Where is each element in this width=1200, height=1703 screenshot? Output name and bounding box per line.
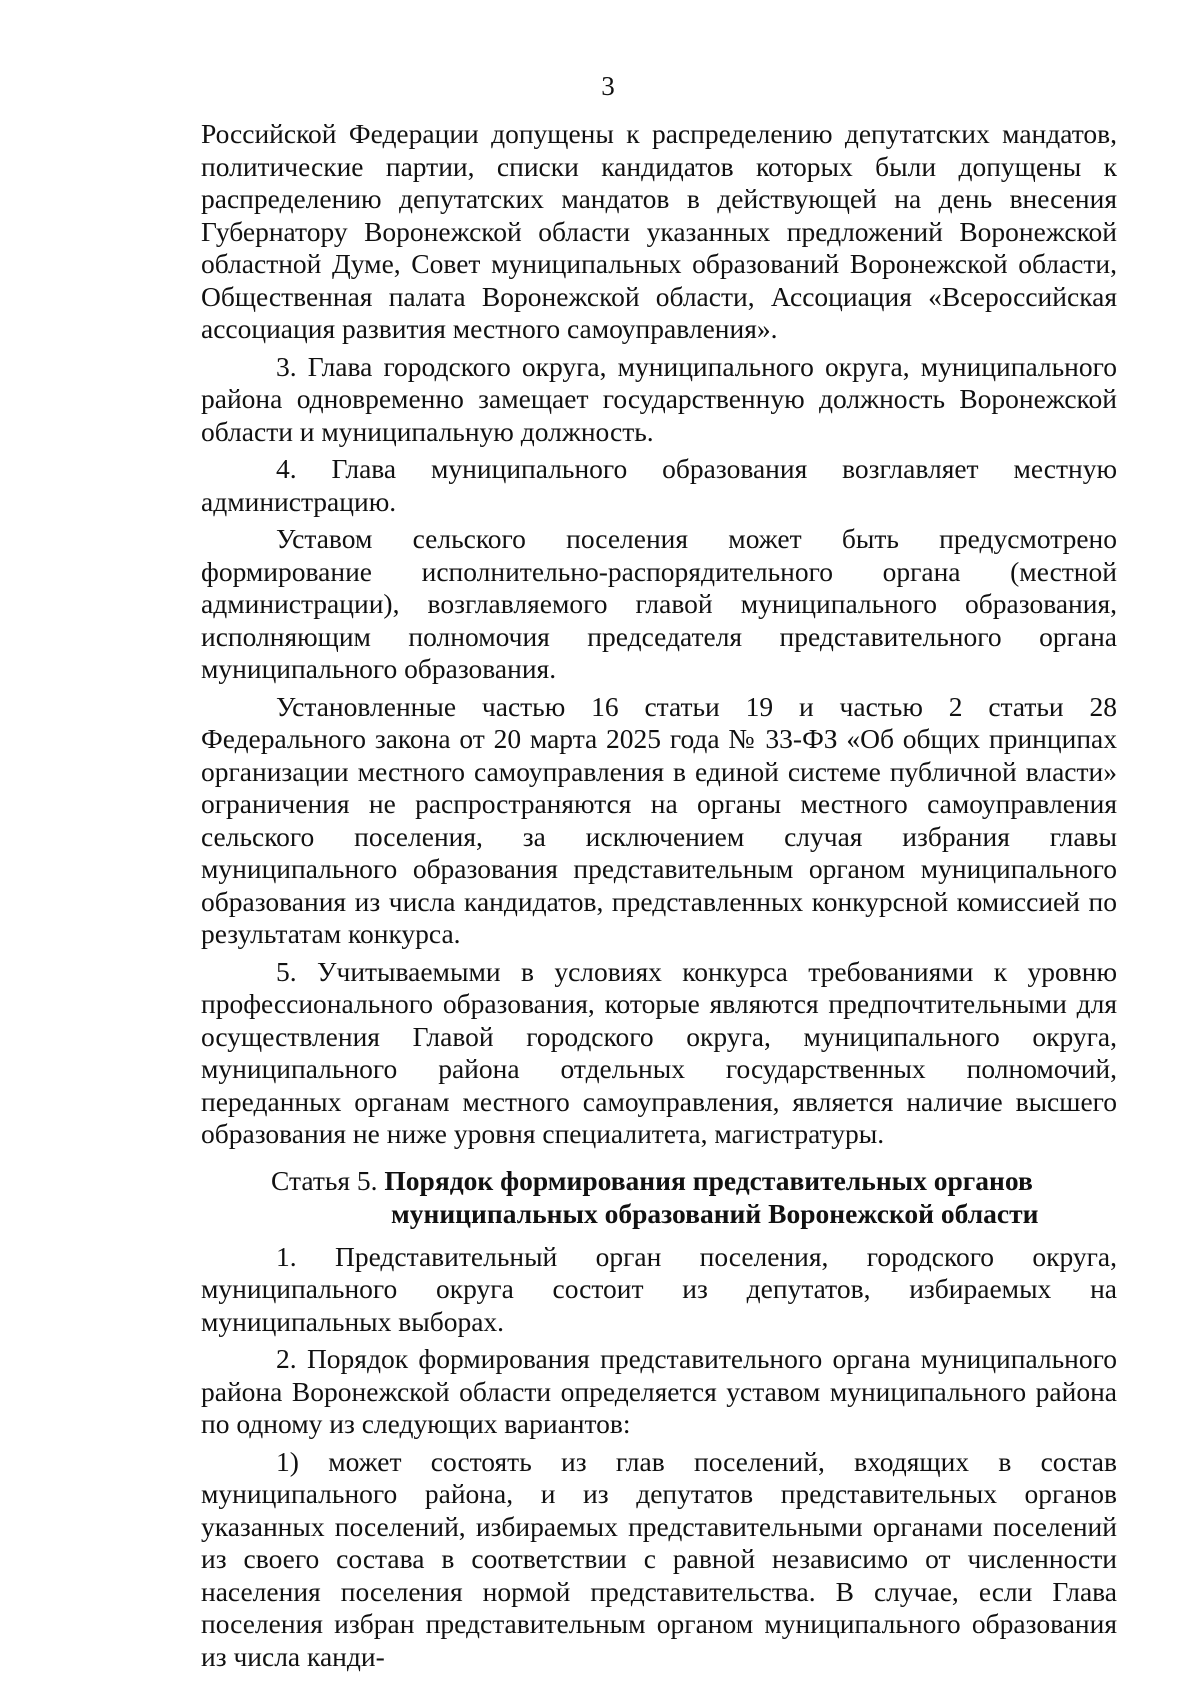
article-paragraph-1: 1. Представительный орган поселения, городского округа, муниципального округа состоит из депутатов, избираемых на муниципальных выборах.	[201, 1240, 1117, 1337]
paragraph-item-3: 3. Глава городского округа, муниципального округа, муниципального района одновременно замещает государственную должность Воронежской области и муниципальную должность.	[201, 350, 1117, 447]
paragraph-continuation: Российской Федерации допущены к распределению депутатских мандатов, политические партии, списки кандидатов которых были допущены к распределению депутатских мандатов в действующей на день внесения Губернатору Воронежской области указанных предложений Воронежской областной Думе, Совет муниципальных образований Воронежской области, Общественная палата Воронежской области, Ассоциация «Всероссийская ассоциация развития местного самоуправления».	[201, 118, 1117, 344]
document-body	[201, 118, 1117, 1673]
article-heading	[201, 1164, 1117, 1230]
article-number: Статья 5.	[271, 1164, 378, 1196]
paragraph-federal-law: Установленные частью 16 статьи 19 и частью 2 статьи 28 Федерального закона от 20 марта 2025 года № 33-ФЗ «Об общих принципах организации местного самоуправления в единой системе публичной власти» ограничения не распространяются на органы местного самоуправления сельского поселения, за исключением случая избрания главы муниципального образования представительным органом муниципального образования из числа кандидатов, представленных конкурсной комиссией по результатам конкурса.	[201, 690, 1117, 949]
article-title-line1: Порядок формирования представительных органов	[384, 1164, 1033, 1196]
paragraph-rural-settlement: Уставом сельского поселения может быть предусмотрено формирование исполнительно-распорядительного органа (местной администрации), возглавляемого главой муниципального образования, исполняющим полномочия председателя представительного органа муниципального образования.	[201, 523, 1117, 684]
article-title-line2: муниципальных образований Воронежской области	[391, 1197, 1039, 1229]
paragraph-item-5: 5. Учитываемыми в условиях конкурса требованиями к уровню профессионального образования, которые являются предпочтительными для осуществления Главой городского округа, муниципального округа, муниципального района отдельных государственных полномочий, переданных органам местного самоуправления, является наличие высшего образования не ниже уровня специалитета, магистратуры.	[201, 955, 1117, 1149]
article-paragraph-2-1: 1) может состоять из глав поселений, входящих в состав муниципального района, и из депутатов представительных органов указанных поселений, избираемых представительными органами поселений из своего состава в соответствии с равной независимо от численности населения поселения нормой представительства. В случае, если Глава поселения избран представительным органом муниципального образования из числа канди-	[201, 1445, 1117, 1672]
page-number: 3	[601, 71, 615, 101]
article-paragraph-2: 2. Порядок формирования представительного органа муниципального района Воронежской области определяется уставом муниципального района по одному из следующих вариантов:	[201, 1343, 1117, 1439]
paragraph-item-4: 4. Глава муниципального образования возглавляет местную администрацию.	[201, 453, 1117, 517]
